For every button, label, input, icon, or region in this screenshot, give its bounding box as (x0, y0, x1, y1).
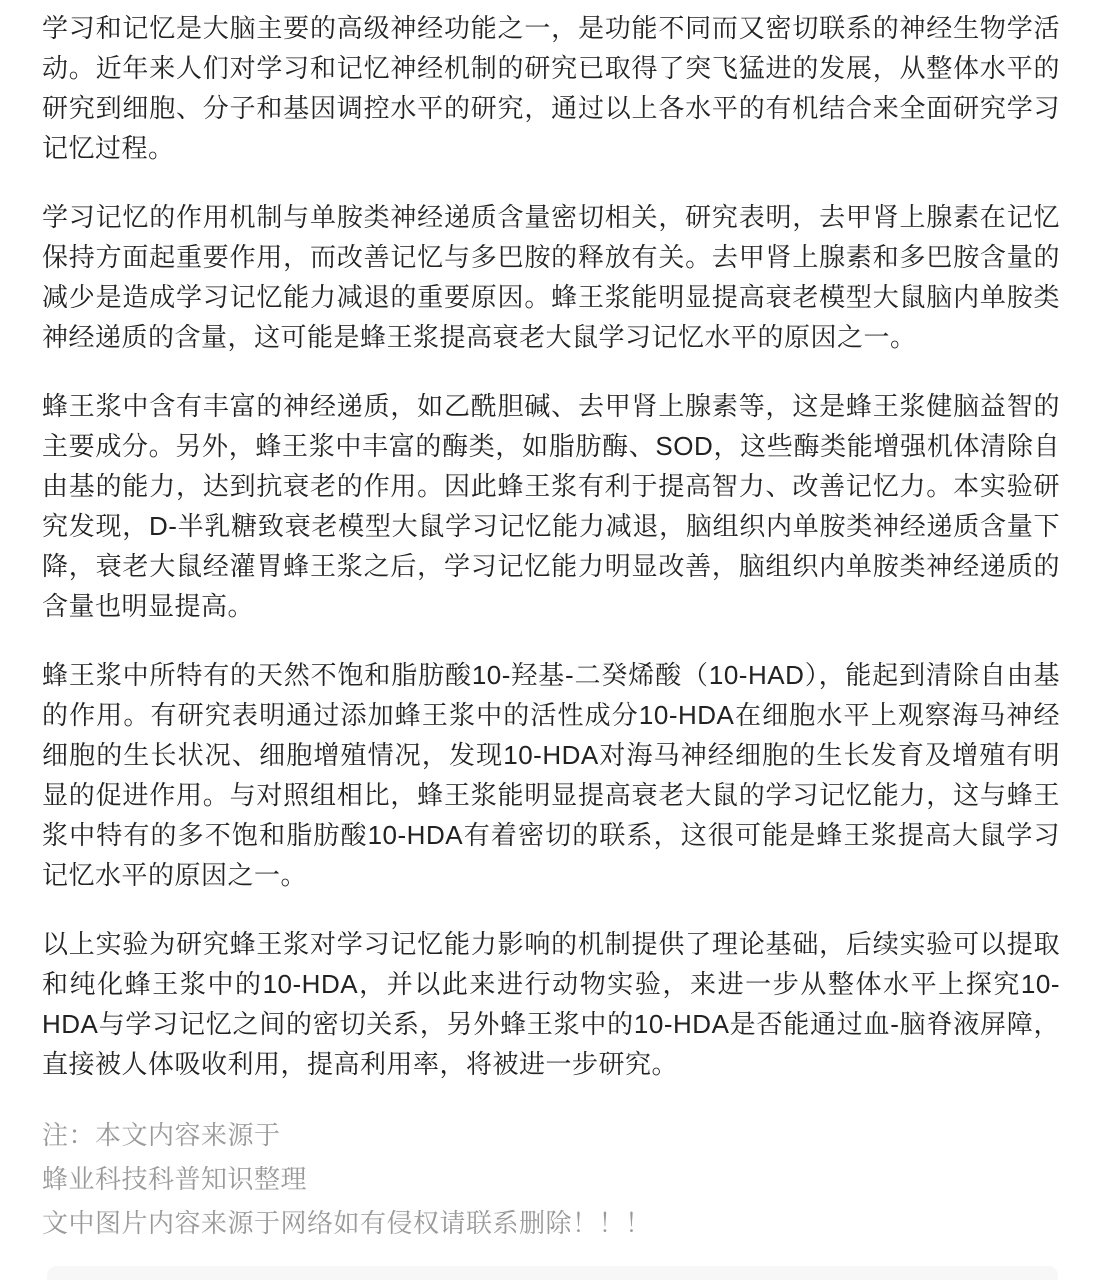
note-line-source-name: 蜂业科技科普知识整理 (42, 1164, 308, 1194)
note-line-source-prefix: 注：本文内容来源于 (42, 1120, 281, 1150)
article-paragraph-1: 学习和记忆是大脑主要的高级神经功能之一，是功能不同而又密切联系的神经生物学活动。近年来人们对学习和记忆神经机制的研究已取得了突飞猛进的发展，从整体水平的研究到细胞、分子和基因调控水平的研究，通过以上各水平的有机结合来全面研究学习记忆过程。 (42, 13, 1060, 163)
article-body (42, 0, 1060, 1245)
article-paragraph-5: 以上实验为研究蜂王浆对学习记忆能力影响的机制提供了理论基础，后续实验可以提取和纯化蜂王浆中的10-HDA，并以此来进行动物实验，来进一步从整体水平上探究10-HDA与学习记忆之间的密切关系，另外蜂王浆中的10-HDA是否能通过血-脑脊液屏障，直接被人体吸收利用，提高利用率，将被进一步研究。 (42, 929, 1060, 1079)
article-paragraph-2: 学习记忆的作用机制与单胺类神经递质含量密切相关，研究表明，去甲肾上腺素在记忆保持方面起重要作用，而改善记忆与多巴胺的释放有关。去甲肾上腺素和多巴胺含量的减少是造成学习记忆能力减退的重要原因。蜂王浆能明显提高衰老模型大鼠脑内单胺类神经递质的含量，这可能是蜂王浆提高衰老大鼠学习记忆水平的原因之一。 (42, 202, 1060, 352)
article-paragraph-3: 蜂王浆中含有丰富的神经递质，如乙酰胆碱、去甲肾上腺素等，这是蜂王浆健脑益智的主要成分。另外，蜂王浆中丰富的酶类，如脂肪酶、SOD，这些酶类能增强机体清除自由基的能力，达到抗衰老的作用。因此蜂王浆有利于提高智力、改善记忆力。本实验研究发现，D-半乳糖致衰老模型大鼠学习记忆能力减退，脑组织内单胺类神经递质含量下降，衰老大鼠经灌胃蜂王浆之后，学习记忆能力明显改善，脑组织内单胺类神经递质的含量也明显提高。 (42, 391, 1060, 621)
note-line-disclaimer: 文中图片内容来源于网络如有侵权请联系删除！！！ (42, 1208, 652, 1238)
source-note (42, 1113, 1060, 1245)
article-paragraph-4: 蜂王浆中所特有的天然不饱和脂肪酸10-羟基-二癸烯酸（10-HAD），能起到清除自由基的作用。有研究表明通过添加蜂王浆中的活性成分10-HDA在细胞水平上观察海马神经细胞的生长状况、细胞增殖情况，发现10-HDA对海马神经细胞的生长发育及增殖有明显的促进作用。与对照组相比，蜂王浆能明显提高衰老大鼠的学习记忆能力，这与蜂王浆中特有的多不饱和脂肪酸10-HDA有着密切的联系，这很可能是蜂王浆提高大鼠学习记忆水平的原因之一。 (42, 660, 1060, 890)
next-section-card (47, 1266, 1058, 1280)
